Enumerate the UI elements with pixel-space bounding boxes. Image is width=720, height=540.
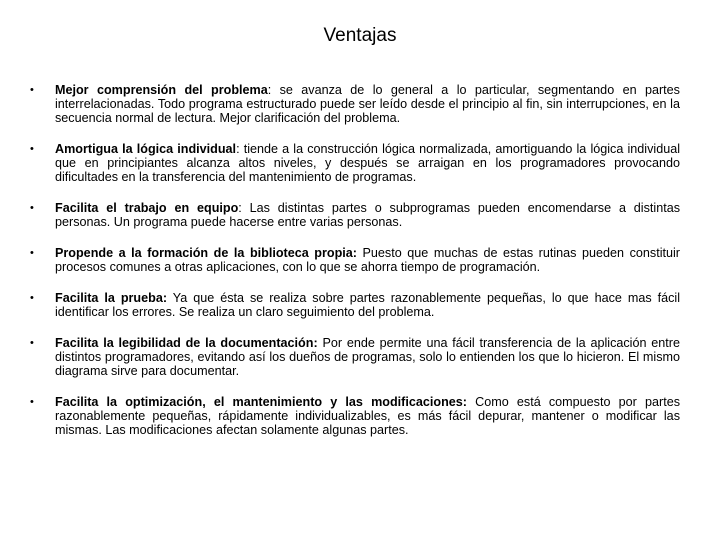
item-separator: : [236,142,240,156]
list-item [30,83,680,125]
bullet-icon: • [30,84,34,96]
item-heading: Amortigua la lógica individual [55,142,237,156]
item-text: Por ende permite una fácil transferencia de la aplicación entre distintos programadores, evitando así los dueños de programas, solo lo entienden los que lo hicieron. El mismo diagrama sirve para documentar. [55,336,680,378]
item-heading: Propende a la formación de la biblioteca propia: [55,246,357,260]
list-item [30,246,680,274]
item-text: Ya que ésta se realiza sobre partes razonablemente pequeñas, lo que hace mas fácil identificar los errores. Se realiza un claro seguimiento del problema. [55,291,681,319]
item-heading: Facilita el trabajo en equipo [55,201,239,215]
item-heading: Facilita la prueba: [55,291,168,305]
list-item [30,336,680,378]
item-separator: : [238,201,242,215]
list-item [30,142,680,184]
bullet-icon: • [30,337,34,349]
list-item [30,291,680,319]
item-text: Las distintas partes o subprogramas pueden encomendarse a distintas personas. Un programa puede hacerse entre varias personas. [55,201,681,229]
bullet-icon: • [30,247,34,259]
item-text: Puesto que muchas de estas rutinas pueden constituir procesos comunes a otras aplicaciones, con lo que se ahorra tiempo de programación. [55,246,680,274]
item-heading: Mejor comprensión del problema [55,83,268,97]
item-text: se avanza de lo general a lo particular, segmentando en partes interrelacionadas. Todo programa estructurado puede ser leído desde el principio al fin, sin interrupciones, en la secuencia normal de lectura. Mejor clarificación del problema. [55,83,680,125]
bullet-icon: • [30,396,34,408]
bullet-icon: • [30,202,34,214]
page-title: Ventajas [323,25,397,46]
advantages-list [30,83,680,454]
item-heading: Facilita la legibilidad de la documentación: [55,336,318,350]
bullet-icon: • [30,292,34,304]
item-separator: : [267,83,272,97]
item-text: Como está compuesto por partes razonablemente pequeñas, rápidamente individualizables, es más fácil depurar, mantener o modificar las mismas. Las modificaciones afectan solamente algunas partes. [55,395,680,437]
item-text: tiende a la construcción lógica normalizada, amortiguando la lógica individual que en principiantes alcanza altos niveles, y después se arraigan en los programadores provocando dificultades en la transferencia del mantenimiento de programas. [55,142,680,184]
list-item [30,201,680,229]
bullet-icon: • [30,143,34,155]
item-heading: Facilita la optimización, el mantenimiento y las modificaciones: [55,395,467,409]
list-item [30,395,680,437]
